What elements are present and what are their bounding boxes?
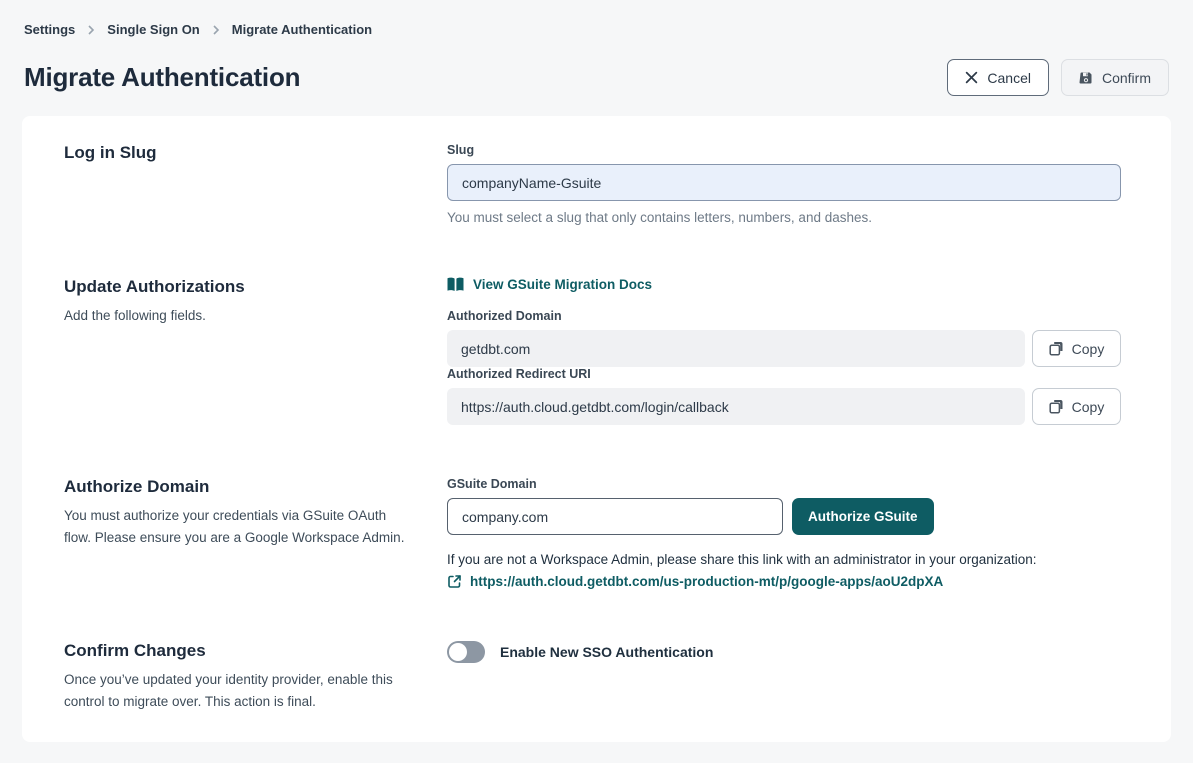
- breadcrumb-settings[interactable]: Settings: [24, 22, 76, 37]
- section-update-authorizations: [64, 277, 1121, 425]
- confirm-button-label: Confirm: [1101, 69, 1151, 86]
- authorize-domain-description: You must authorize your credentials via GSuite OAuth flow. Please ensure you are a Google Workspace Admin.: [64, 508, 405, 545]
- authorized-domain-label: Authorized Domain: [447, 309, 562, 323]
- gsuite-domain-input[interactable]: [447, 498, 783, 535]
- x-icon: [965, 71, 978, 84]
- confirm-button[interactable]: [1061, 59, 1169, 96]
- breadcrumb-single-sign-on[interactable]: Single Sign On: [107, 22, 200, 37]
- workspace-admin-note: If you are not a Workspace Admin, please share this link with an administrator in your organization:: [447, 552, 1037, 567]
- authorized-redirect-uri-label: Authorized Redirect URI: [447, 367, 591, 381]
- copy-redirect-uri-button[interactable]: [1032, 388, 1121, 425]
- update-authorizations-heading: Update Authorizations: [64, 277, 245, 296]
- copy-icon: [1049, 341, 1064, 356]
- copy-authorized-domain-button[interactable]: [1032, 330, 1121, 367]
- authorized-redirect-uri-value: https://auth.cloud.getdbt.com/login/callback: [447, 388, 1025, 425]
- update-authorizations-description: Add the following fields.: [64, 308, 206, 323]
- book-icon: [447, 277, 464, 292]
- gsuite-migration-docs-label: View GSuite Migration Docs: [473, 277, 653, 292]
- login-slug-heading: Log in Slug: [64, 143, 157, 162]
- save-icon: [1079, 71, 1093, 85]
- slug-input[interactable]: [447, 164, 1121, 201]
- copy-button-label: Copy: [1071, 340, 1105, 357]
- toggle-knob: [449, 643, 467, 661]
- chevron-right-icon: [210, 24, 222, 36]
- enable-sso-toggle[interactable]: [447, 641, 485, 663]
- section-login-slug: [64, 143, 1121, 225]
- authorized-domain-value: getdbt.com: [447, 330, 1025, 367]
- admin-share-link[interactable]: https://auth.cloud.getdbt.com/us-production-mt/p/google-apps/aoU2dpXA: [470, 574, 944, 589]
- slug-field-label: Slug: [447, 143, 475, 157]
- authorized-redirect-uri-group: [447, 367, 1121, 425]
- authorize-gsuite-button[interactable]: Authorize GSuite: [792, 498, 934, 535]
- cancel-button-label: Cancel: [987, 69, 1031, 86]
- section-confirm-changes: [64, 641, 1121, 713]
- authorize-domain-heading: Authorize Domain: [64, 477, 210, 496]
- copy-icon: [1049, 399, 1064, 414]
- external-link-icon: [447, 574, 462, 589]
- breadcrumb: [24, 22, 1169, 37]
- page-title: Migrate Authentication: [24, 62, 301, 92]
- gsuite-domain-label: GSuite Domain: [447, 477, 537, 491]
- breadcrumb-migrate-authentication: Migrate Authentication: [231, 22, 373, 37]
- settings-card: [22, 116, 1171, 742]
- confirm-changes-heading: Confirm Changes: [64, 641, 206, 660]
- copy-button-label: Copy: [1071, 398, 1105, 415]
- gsuite-migration-docs-link[interactable]: [447, 277, 652, 292]
- confirm-changes-description: Once you’ve updated your identity provider, enable this control to migrate over. This action is final.: [64, 672, 393, 709]
- section-authorize-domain: [64, 477, 1121, 589]
- chevron-right-icon: [85, 24, 97, 36]
- cancel-button[interactable]: [947, 59, 1049, 96]
- slug-help-text: You must select a slug that only contains letters, numbers, and dashes.: [447, 210, 872, 225]
- enable-sso-toggle-label: Enable New SSO Authentication: [500, 644, 714, 660]
- header-actions: [947, 59, 1169, 96]
- authorized-domain-group: [447, 309, 1121, 367]
- page-header: [0, 0, 1193, 96]
